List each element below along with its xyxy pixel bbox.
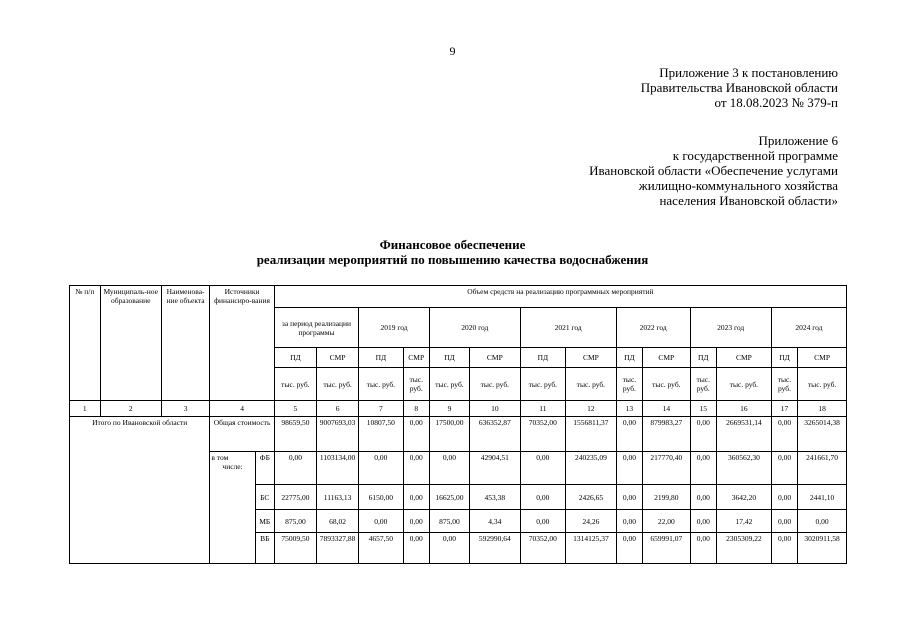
value-cell: 0,00 <box>403 485 429 510</box>
column-number: 4 <box>210 401 274 417</box>
header-smr: СМР <box>798 348 847 368</box>
value-cell: 659991,07 <box>643 533 690 564</box>
header-units: тыс. руб. <box>359 368 403 401</box>
value-cell: 879983,27 <box>643 417 690 452</box>
value-cell: 3265014,38 <box>798 417 847 452</box>
value-cell: 0,00 <box>616 485 642 510</box>
value-cell: 636352,87 <box>470 417 521 452</box>
value-cell: 2669531,14 <box>716 417 771 452</box>
value-cell: 3020911,58 <box>798 533 847 564</box>
value-cell: 0,00 <box>771 533 797 564</box>
value-cell: 0,00 <box>274 452 316 485</box>
header-object: Наименова-ние объекта <box>161 286 210 401</box>
value-cell: 0,00 <box>429 452 469 485</box>
value-cell: 241661,70 <box>798 452 847 485</box>
header-pd: ПД <box>274 348 316 368</box>
header-units: тыс. руб. <box>798 368 847 401</box>
column-number: 14 <box>643 401 690 417</box>
including-words <box>211 453 253 462</box>
value-cell: 0,00 <box>403 452 429 485</box>
header-num: № п/п <box>70 286 101 401</box>
including-word: в том <box>211 453 229 462</box>
appendix-line: Приложение 6 <box>758 133 838 148</box>
value-cell: 592990,64 <box>470 533 521 564</box>
column-number: 7 <box>359 401 403 417</box>
header-period: 2020 год <box>429 308 520 348</box>
value-cell: 3642,20 <box>716 485 771 510</box>
column-number: 15 <box>690 401 716 417</box>
header-period: 2024 год <box>771 308 846 348</box>
column-number: 16 <box>716 401 771 417</box>
header-units: тыс. руб. <box>403 368 429 401</box>
value-cell: 0,00 <box>771 510 797 533</box>
value-cell: 68,02 <box>316 510 358 533</box>
value-cell: 70352,00 <box>520 533 565 564</box>
value-cell: 360562,30 <box>716 452 771 485</box>
header-units: тыс. руб. <box>716 368 771 401</box>
column-number: 10 <box>470 401 521 417</box>
value-cell: 16625,00 <box>429 485 469 510</box>
including-word-2: числе: <box>222 462 243 471</box>
value-cell: 42904,51 <box>470 452 521 485</box>
approval-block <box>641 65 838 110</box>
header-period: за период реализации программы <box>274 308 358 348</box>
value-cell: 0,00 <box>616 510 642 533</box>
value-cell: 6150,00 <box>359 485 403 510</box>
including-label <box>210 452 255 564</box>
header-units: тыс. руб. <box>616 368 642 401</box>
header-units: тыс. руб. <box>274 368 316 401</box>
appendix-line: жилищно-коммунального хозяйства <box>638 178 838 193</box>
value-cell: 98659,50 <box>274 417 316 452</box>
value-cell: 2441,10 <box>798 485 847 510</box>
column-number: 5 <box>274 401 316 417</box>
value-cell: 17500,00 <box>429 417 469 452</box>
header-smr: СМР <box>316 348 358 368</box>
value-cell: 0,00 <box>359 452 403 485</box>
value-cell: 0,00 <box>690 452 716 485</box>
header-volume: Объем средств на реализацию программных мероприятий <box>274 286 846 308</box>
value-cell: 0,00 <box>690 533 716 564</box>
column-number: 8 <box>403 401 429 417</box>
header-pd: ПД <box>520 348 565 368</box>
value-cell: 0,00 <box>403 417 429 452</box>
value-cell: 1556811,37 <box>566 417 617 452</box>
value-cell: 0,00 <box>798 510 847 533</box>
value-cell: 4,34 <box>470 510 521 533</box>
column-number: 3 <box>161 401 210 417</box>
value-cell: 0,00 <box>429 533 469 564</box>
header-units: тыс. руб. <box>470 368 521 401</box>
value-cell: 2426,65 <box>566 485 617 510</box>
value-cell: 0,00 <box>616 533 642 564</box>
header-period: 2021 год <box>520 308 616 348</box>
value-cell: 0,00 <box>616 452 642 485</box>
header-period: 2023 год <box>690 308 771 348</box>
column-number: 11 <box>520 401 565 417</box>
value-cell: 70352,00 <box>520 417 565 452</box>
value-cell: 1103134,00 <box>316 452 358 485</box>
value-cell: 0,00 <box>771 485 797 510</box>
column-number: 13 <box>616 401 642 417</box>
value-cell: 240235,09 <box>566 452 617 485</box>
value-cell: 22775,00 <box>274 485 316 510</box>
value-cell: 0,00 <box>403 533 429 564</box>
header-pd: ПД <box>429 348 469 368</box>
header-period: 2019 год <box>359 308 430 348</box>
header-units: тыс. руб. <box>771 368 797 401</box>
value-cell: 1314125,37 <box>566 533 617 564</box>
header-units: тыс. руб. <box>643 368 690 401</box>
total-cost-label: Общая стоимость <box>210 417 274 452</box>
column-number: 6 <box>316 401 358 417</box>
header-smr: СМР <box>716 348 771 368</box>
value-cell: 0,00 <box>616 417 642 452</box>
value-cell: 875,00 <box>429 510 469 533</box>
appendix-line: населения Ивановской области» <box>659 193 838 208</box>
value-cell: 0,00 <box>771 417 797 452</box>
header-pd: ПД <box>771 348 797 368</box>
value-cell: 7893327,88 <box>316 533 358 564</box>
value-cell: 453,38 <box>470 485 521 510</box>
column-number: 2 <box>100 401 161 417</box>
approval-line: Приложение 3 к постановлению <box>659 65 838 80</box>
value-cell: 0,00 <box>520 485 565 510</box>
value-cell: 0,00 <box>359 510 403 533</box>
header-smr: СМР <box>403 348 429 368</box>
value-cell: 75009,50 <box>274 533 316 564</box>
column-number: 1 <box>70 401 101 417</box>
value-cell: 0,00 <box>690 417 716 452</box>
document-title <box>0 237 905 267</box>
source-code: ВБ <box>255 533 274 564</box>
appendix-block <box>589 133 838 208</box>
appendix-line: к государственной программе <box>672 148 838 163</box>
header-units: тыс. руб. <box>690 368 716 401</box>
source-code: ФБ <box>255 452 274 485</box>
approval-line: Правительства Ивановской области <box>640 80 838 95</box>
value-cell: 0,00 <box>690 485 716 510</box>
title-line-1: Финансовое обеспечение <box>379 237 526 252</box>
header-units: тыс. руб. <box>566 368 617 401</box>
header-municipality: Муниципаль-ное образование <box>100 286 161 401</box>
value-cell: 17,42 <box>716 510 771 533</box>
header-pd: ПД <box>359 348 403 368</box>
value-cell: 9007693,03 <box>316 417 358 452</box>
approval-line: от 18.08.2023 № 379-п <box>714 95 838 110</box>
value-cell: 217770,40 <box>643 452 690 485</box>
page-number: 9 <box>449 44 456 58</box>
column-number: 12 <box>566 401 617 417</box>
header-smr: СМР <box>470 348 521 368</box>
value-cell: 2199,80 <box>643 485 690 510</box>
table-row <box>70 417 847 452</box>
value-cell: 11163,13 <box>316 485 358 510</box>
value-cell: 24,26 <box>566 510 617 533</box>
value-cell: 4657,50 <box>359 533 403 564</box>
column-number: 9 <box>429 401 469 417</box>
column-number: 18 <box>798 401 847 417</box>
header-units: тыс. руб. <box>429 368 469 401</box>
appendix-line: Ивановской области «Обеспечение услугами <box>589 163 838 178</box>
header-smr: СМР <box>643 348 690 368</box>
source-code: БС <box>255 485 274 510</box>
header-sources: Источники финансиро-вания <box>210 286 274 401</box>
header-units: тыс. руб. <box>316 368 358 401</box>
title-line-2: реализации мероприятий по повышению качества водоснабжения <box>256 252 649 267</box>
source-code: МБ <box>255 510 274 533</box>
value-cell: 0,00 <box>520 510 565 533</box>
header-pd: ПД <box>616 348 642 368</box>
value-cell: 2305309,22 <box>716 533 771 564</box>
total-label: Итого по Ивановской области <box>70 417 210 564</box>
header-smr: СМР <box>566 348 617 368</box>
value-cell: 875,00 <box>274 510 316 533</box>
value-cell: 22,00 <box>643 510 690 533</box>
value-cell: 0,00 <box>403 510 429 533</box>
header-period: 2022 год <box>616 308 690 348</box>
header-units: тыс. руб. <box>520 368 565 401</box>
financing-table <box>69 285 847 564</box>
header-pd: ПД <box>690 348 716 368</box>
value-cell: 10807,50 <box>359 417 403 452</box>
column-number: 17 <box>771 401 797 417</box>
value-cell: 0,00 <box>520 452 565 485</box>
value-cell: 0,00 <box>771 452 797 485</box>
value-cell: 0,00 <box>690 510 716 533</box>
